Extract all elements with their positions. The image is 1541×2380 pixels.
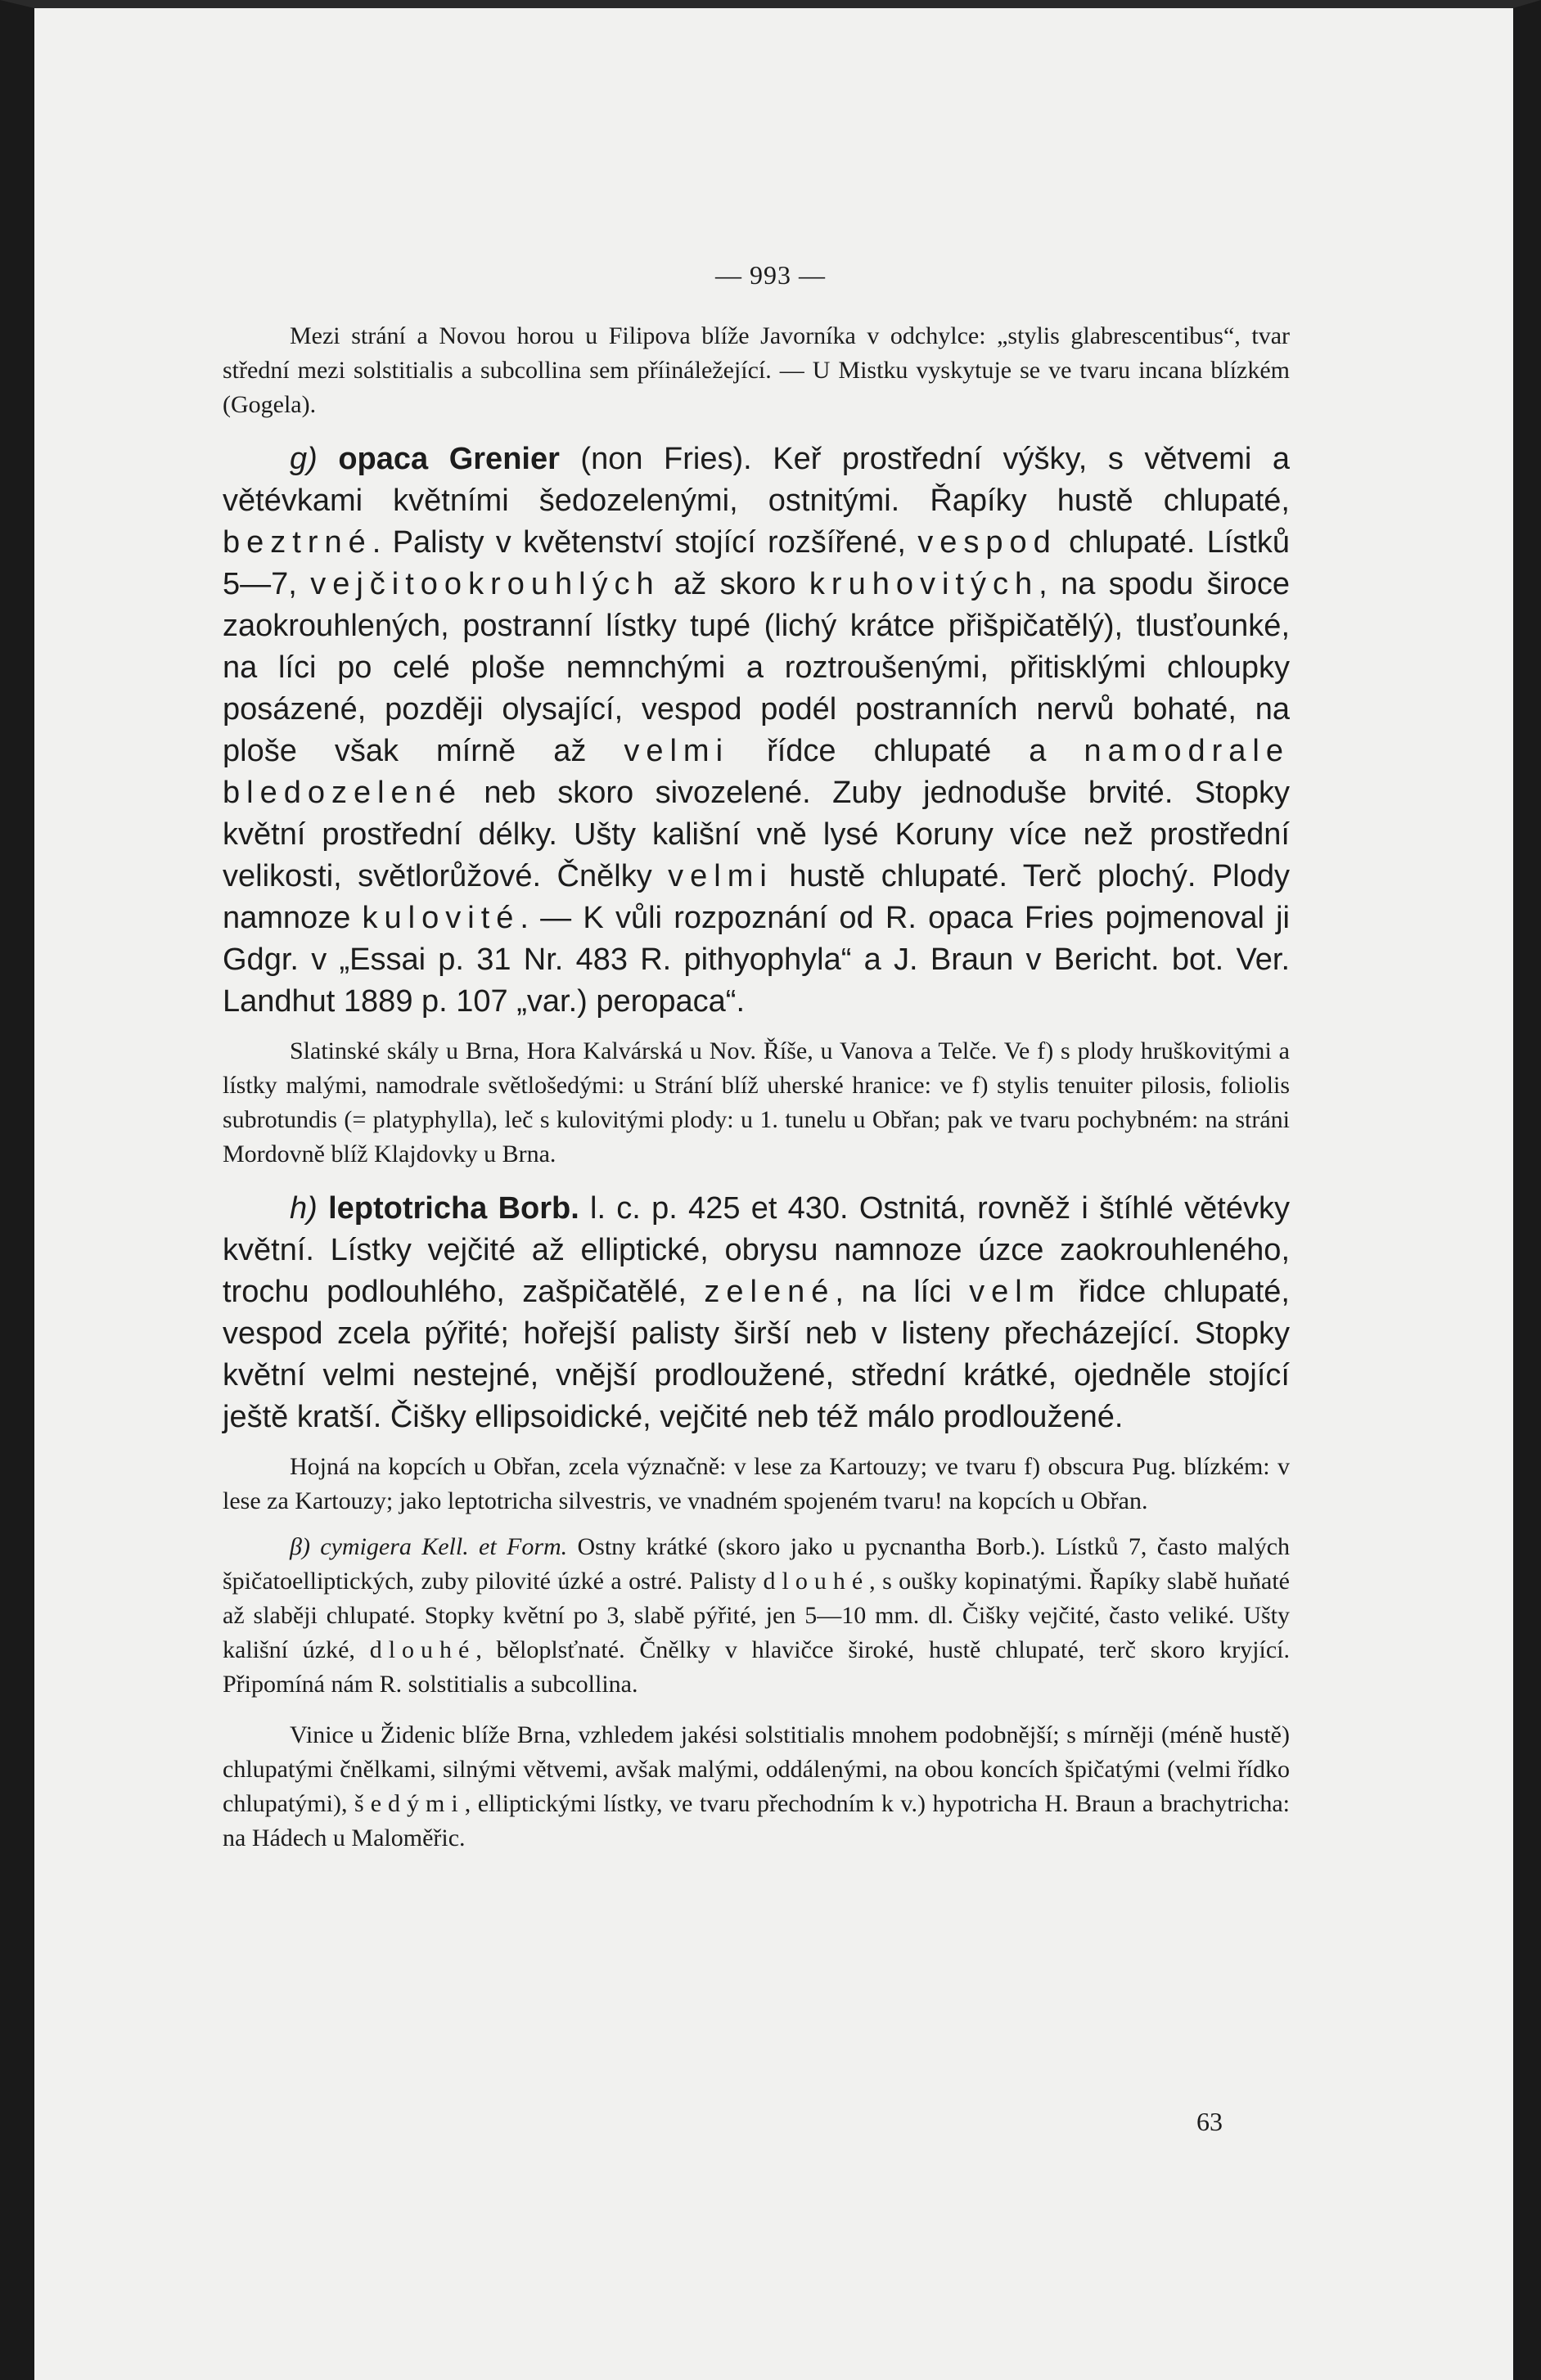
paragraph-intro: Mezi strání a Novou horou u Filipova blíže Javorníka v odchylce: „stylis glabrescentibus“, tvar střední mezi solstitialis a subcollina sem příináležející. — U Mistku vyskytuje se ve tvaru incana blízkém (Gogela).: [223, 322, 1290, 418]
section-h-leptotricha: h) leptotricha Borb. l. c. p. 425 et 430. Ostnitá, rovněž i štíhlé větévky květní. Lístky vejčité až elliptické, obrysu namnoze úzce zaokrouhleného, trochu podlouhlého, zašpičatělé, zelené, na líci velm řidce chlupaté, vespod zcela pýřité; hořejší palisty širší neb v listeny přecházející. Stopky květní velmi nestejné, vnější prodloužené, střední krátké, ojedněle stojící ještě kratší. Čišky ellipsoidické, vejčité neb též málo prodloužené.: [223, 1191, 1290, 1434]
section-g-mark: g): [290, 442, 318, 476]
section-h-localities: Hojná na kopcích u Obřan, zcela význačně: v lese za Kartouzy; ve tvaru f) obscura Pug. blízkém: v lese za Kartouzy; jako leptotricha silvestris, ve vnadném spojeném tvaru! na kopcích u Obřan.: [223, 1453, 1290, 1514]
signature-mark: 63: [1196, 2107, 1223, 2136]
page-number: — 993 —: [715, 260, 826, 290]
section-g-opaca: g) opaca Grenier (non Fries). Keř prostřední výšky, s větvemi a větévkami květními šedozelenými, ostnitými. Řapíky hustě chlupaté, beztrné. Palisty v květenství stojící rozšířené, vespod chlupaté. Lístků 5—7, vejčitookrouhlých až skoro kruhovitých, na spodu široce zaokrouhlených, postranní lístky tupé (lichý krátce přišpičatělý), tlusťounké, na líci po celé ploše nemnchými a roztroušenými, přitisklými chloupky posázené, později olysající, vespod podél postranních nervů bohaté, na ploše však mírně až velmi řídce chlupaté a namodrale bledozelené neb skoro sivozelené. Zuby jednoduše brvité. Stopky květní prostřední délky. Ušty kališní vně lysé Koruny více než prostřední velikosti, světlorůžové. Čnělky velmi hustě chlupaté. Terč plochý. Plody namnoze kulovité. — K vůli rozpoznání od R. opaca Fries pojmenoval ji Gdgr. v „Essai p. 31 Nr. 483 R. pithyophyla“ a J. Braun v Bericht. bot. Ver. Landhut 1889 p. 107 „var.) peropaca“.: [223, 442, 1291, 1019]
section-h-name: leptotricha Borb.: [328, 1191, 579, 1226]
section-g-localities: Slatinské skály u Brna, Hora Kalvárská u Nov. Říše, u Vanova a Telče. Ve f) s plody hruškovitými a lístky malými, namodrale světlošedými: u Strání blíž uherské hranice: ve f) stylis tenuiter pilosis, foliolis subrotundis (= platyphylla), leč s kulovitými plody: u 1. tunelu u Obřan; pak ve tvaru pochybném: na stráni Mordovně blíž Klajdovky u Brna.: [223, 1037, 1290, 1168]
section-beta-name: cymigera Kell. et Form.: [320, 1533, 568, 1560]
text-column: [223, 319, 1290, 1856]
section-beta-mark: β): [290, 1533, 310, 1560]
section-h-mark: h): [290, 1191, 318, 1226]
section-g-name: opaca Grenier: [338, 442, 560, 476]
section-beta-cymigera: β) cymigera Kell. et Form. Ostny krátké (skoro jako u pycnantha Borb.). Lístků 7, často malých špičatoelliptických, zuby pilovité úzké a ostré. Palisty dlouhé, s oušky kopinatými. Řapíky slabě huňaté až slaběji chlupaté. Stopky květní po 3, slabě pýřité, jen 5—10 mm. dl. Čišky vejčité, často veliké. Ušty kališní úzké, dlouhé, běloplsťnaté. Čnělky v hlavičce široké, hustě chlupaté, terč skoro kryjící. Připomíná nám R. solstitialis a subcollina.: [223, 1533, 1291, 1698]
paragraph-vinice: Vinice u Židenic blíže Brna, vzhledem jakési solstitialis mnohem podobnější; s mírněji (méně hustě) chlupatými čnělkami, silnými větvemi, avšak malými, oddálenými, na obou koncích špičatými (velmi řídko chlupatými), šedými, elliptickými lístky, ve tvaru přechodním k v.) hypotricha H. Braun a brachytricha: na Hádech u Maloměřic.: [223, 1721, 1290, 1851]
